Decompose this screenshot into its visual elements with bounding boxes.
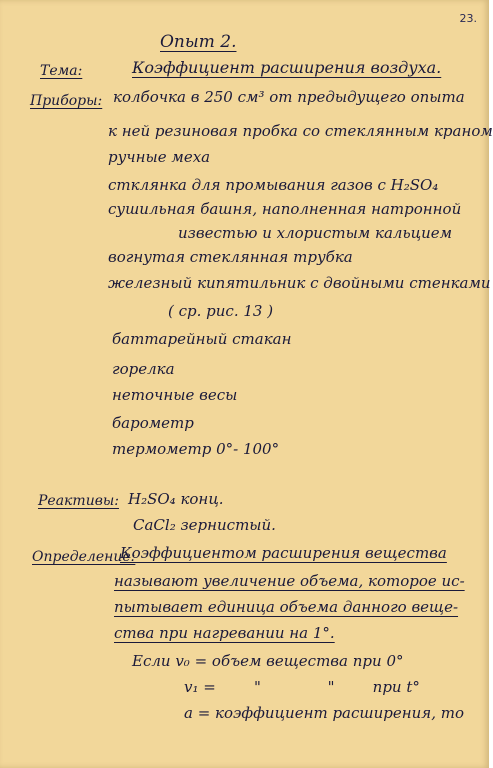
instrument-line: колбочка в 250 см³ от предыдущего опыта bbox=[113, 88, 465, 106]
definition-line: Коэффициентом расширения вещества bbox=[120, 544, 447, 562]
instrument-line: термометр 0°- 100° bbox=[112, 440, 280, 458]
instrument-line: стклянка для промывания газов с H₂SO₄ bbox=[108, 176, 439, 194]
instruments-label: Приборы: bbox=[30, 93, 103, 109]
page-number: 23. bbox=[459, 12, 477, 25]
theme-text: Коэффициент расширения воздуха. bbox=[132, 58, 442, 77]
definition-line: пытывает единица объема данного веще- bbox=[114, 598, 459, 616]
instrument-line: баттарейный стакан bbox=[112, 330, 292, 348]
theme-label: Тема: bbox=[40, 63, 83, 79]
reagent-line: H₂SO₄ конц. bbox=[128, 490, 224, 508]
formula-line: a = коэффициент расширения, то bbox=[184, 704, 465, 722]
formula-line: v₁ = " " при t° bbox=[184, 678, 420, 696]
page-title: Опыт 2. bbox=[160, 32, 237, 52]
definition-line: называют увеличение объема, которое ис- bbox=[114, 572, 465, 590]
formula-line: Если v₀ = объем вещества при 0° bbox=[132, 652, 404, 670]
definition-line: ства при нагревании на 1°. bbox=[114, 624, 335, 642]
instrument-line: горелка bbox=[112, 360, 175, 378]
instrument-line: сушильная башня, наполненная натронной bbox=[108, 200, 462, 218]
instrument-line: известью и хлористым кальцием bbox=[178, 224, 453, 242]
reagent-line: CaCl₂ зернистый. bbox=[133, 516, 276, 534]
instrument-line: ручные меха bbox=[108, 148, 211, 166]
instrument-line: вогнутая стеклянная трубка bbox=[108, 248, 353, 266]
instrument-line: железный кипятильник с двойными стенками bbox=[108, 274, 491, 292]
instrument-line: ( ср. рис. 13 ) bbox=[168, 302, 274, 320]
instrument-line: барометр bbox=[112, 414, 194, 432]
reagents-label: Реактивы: bbox=[38, 493, 119, 509]
instrument-line: к ней резиновая пробка со стеклянным краном bbox=[108, 122, 493, 140]
instrument-line: неточные весы bbox=[112, 386, 238, 404]
definition-label: Определение: bbox=[32, 549, 136, 565]
